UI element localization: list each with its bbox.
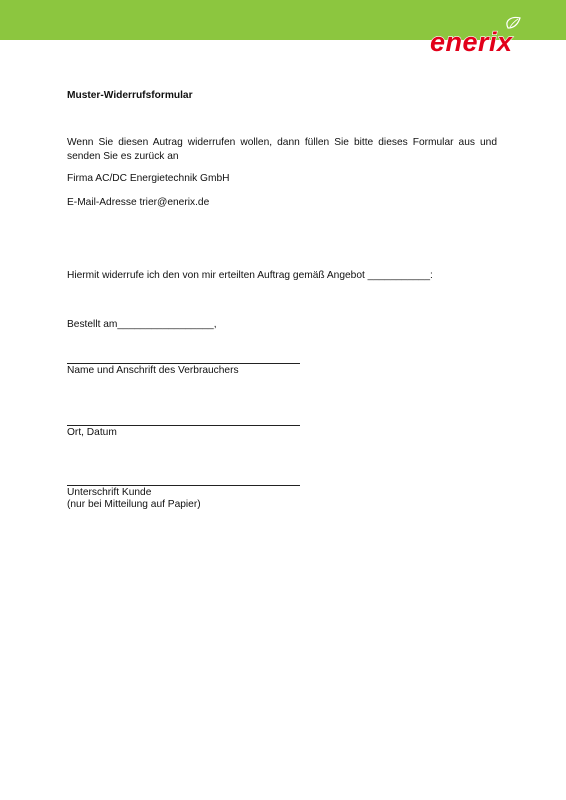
company-name: Firma AC/DC Energietechnik GmbH bbox=[67, 173, 230, 184]
document-title: Muster-Widerrufsformular bbox=[67, 90, 193, 101]
ordered-date-field: Bestellt am_________________, bbox=[67, 319, 217, 330]
name-address-label: Name und Anschrift des Verbrauchers bbox=[67, 365, 239, 376]
email-address: E-Mail-Adresse trier@enerix.de bbox=[67, 197, 210, 208]
signature-note: (nur bei Mitteilung auf Papier) bbox=[67, 499, 201, 510]
revocation-statement: Hiermit widerrufe ich den von mir erteilten Auftrag gemäß Angebot ___________: bbox=[67, 270, 433, 281]
intro-paragraph: Wenn Sie diesen Autrag widerrufen wollen, dann füllen Sie bitte dieses Formular aus und senden Sie es zurück an bbox=[67, 137, 497, 162]
enerix-logo bbox=[426, 16, 554, 60]
svg-text:enerix: enerix bbox=[430, 27, 513, 57]
signature-label: Unterschrift Kunde bbox=[67, 487, 152, 498]
place-date-label: Ort, Datum bbox=[67, 427, 117, 438]
